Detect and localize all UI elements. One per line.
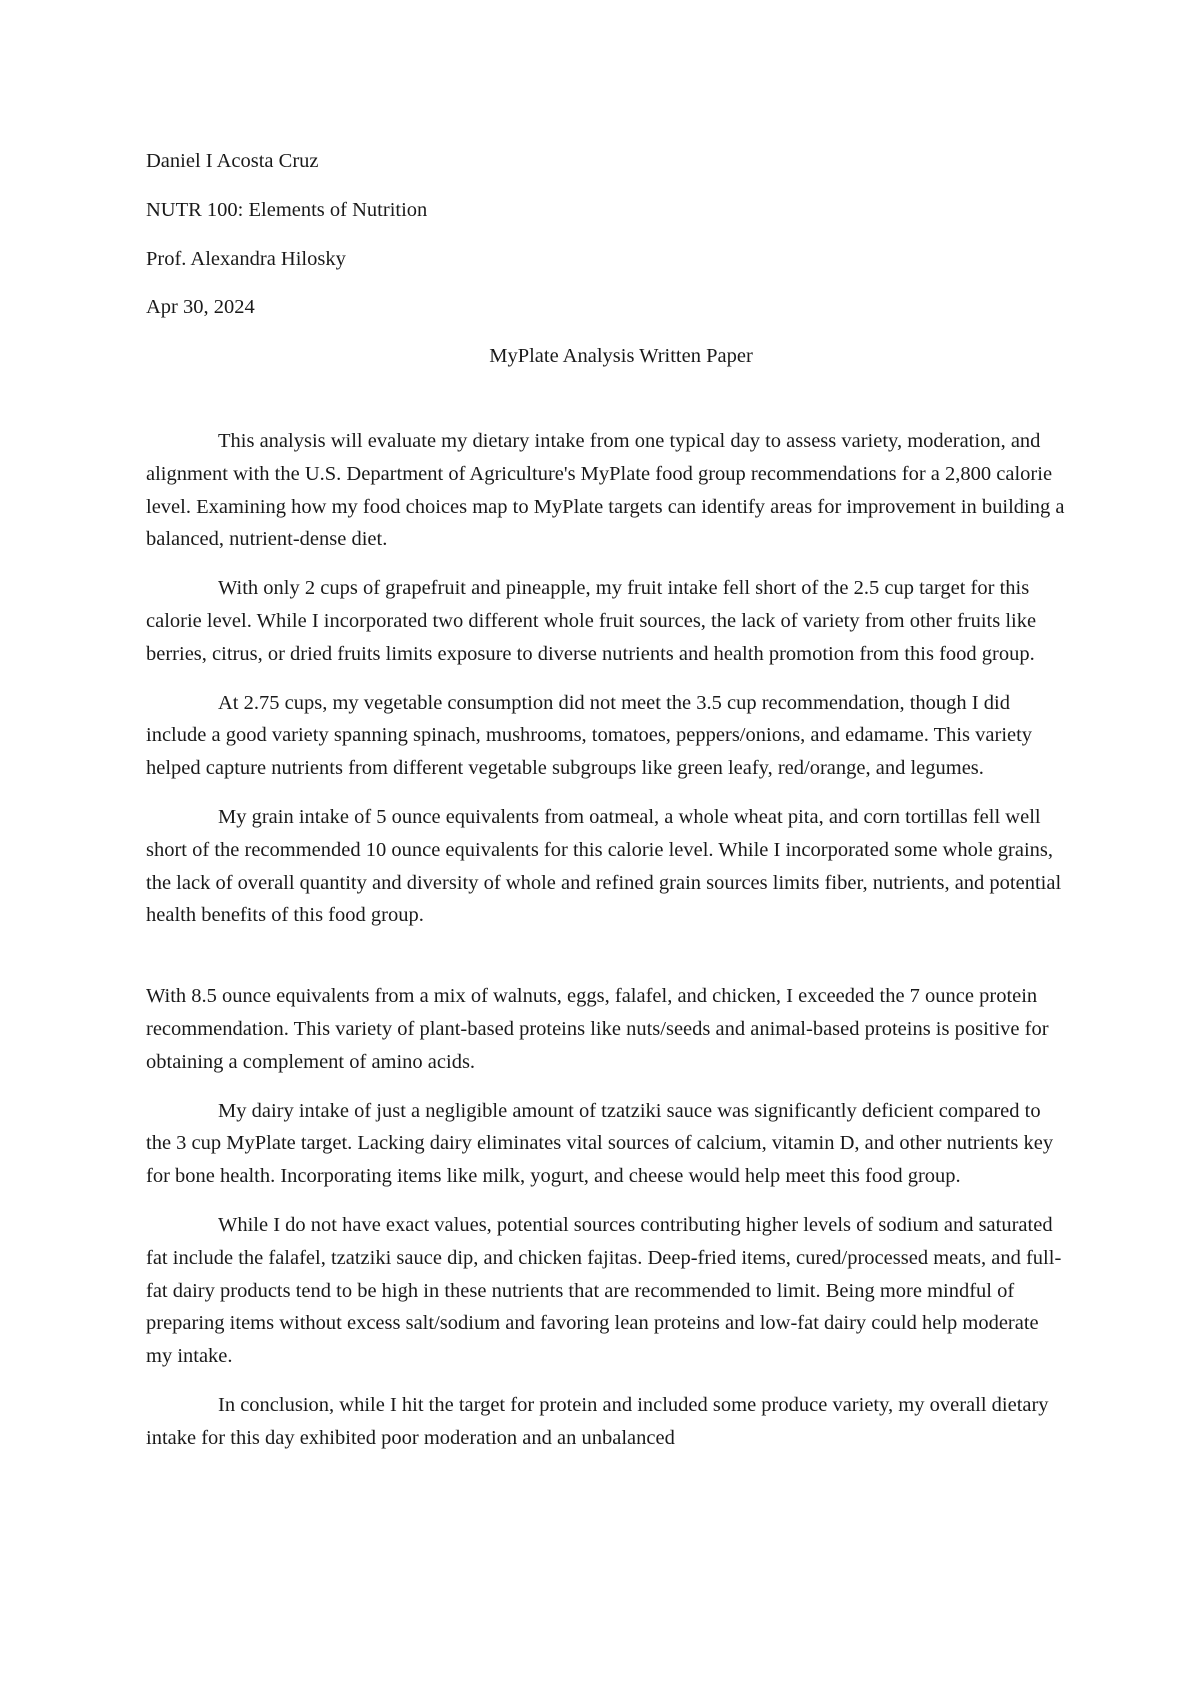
- paragraph-conclusion: In conclusion, while I hit the target for protein and included some produce variety, my overall dietary intake for this day exhibited poor moderation and an unbalanced: [146, 1393, 1049, 1449]
- paper-date: Apr 30, 2024: [146, 296, 255, 319]
- paper-title: MyPlate Analysis Written Paper: [489, 345, 753, 368]
- student-name: Daniel I Acosta Cruz: [146, 150, 319, 172]
- paragraph-protein: With 8.5 ounce equivalents from a mix of walnuts, eggs, falafel, and chicken, I exceeded the 7 ounce protein recommendation. This variety of plant-based proteins like nuts/seeds and animal-based proteins is positive for obtaining a complement of amino acids.: [146, 985, 1049, 1073]
- document-content: [146, 145, 1066, 1471]
- paragraph-vegetables: At 2.75 cups, my vegetable consumption did not meet the 3.5 cup recommendation, though I did include a good variety spanning spinach, mushrooms, tomatoes, peppers/onions, and edamame. This variety helped capture nutrients from different vegetable subgroups like green leafy, red/orange, and legumes.: [146, 691, 1033, 780]
- course-name: NUTR 100: Elements of Nutrition: [146, 198, 428, 221]
- paragraph-fruit: With only 2 cups of grapefruit and pineapple, my fruit intake fell short of the 2.5 cup target for this calorie level. While I incorporated two different whole fruit sources, the lack of variety from other fruits like berries, citrus, or dried fruits limits exposure to diverse nutrients and health promotion from this food group.: [146, 577, 1037, 665]
- paragraph-introduction: This analysis will evaluate my dietary intake from one typical day to assess variety, moderation, and alignment with the U.S. Department of Agriculture's MyPlate food group recommendations for a 2,800 calorie level. Examining how my food choices map to MyPlate targets can identify areas for improvement in building a balanced, nutrient-dense diet.: [146, 429, 1065, 551]
- paragraph-grains: My grain intake of 5 ounce equivalents from oatmeal, a whole wheat pita, and corn tortillas fell well short of the recommended 10 ounce equivalents for this calorie level. While I incorporated some whole grains, the lack of overall quantity and diversity of whole and refined grain sources limits fiber, nutrients, and potential health benefits of this food group.: [146, 805, 1062, 927]
- paragraph-dairy: My dairy intake of just a negligible amount of tzatziki sauce was significantly deficient compared to the 3 cup MyPlate target. Lacking dairy eliminates vital sources of calcium, vitamin D, and other nutrients key for bone health. Incorporating items like milk, yogurt, and cheese would help meet this food group.: [146, 1099, 1054, 1188]
- paper-body: [146, 425, 1066, 1455]
- professor-name: Prof. Alexandra Hilosky: [146, 247, 346, 270]
- paragraph-sodium-fat: While I do not have exact values, potential sources contributing higher levels of sodium and saturated fat include the falafel, tzatziki sauce dip, and chicken fajitas. Deep-fried items, cured/processed meats, and full-fat dairy products tend to be high in these nutrients that are recommended to limit. Being more mindful of preparing items without excess salt/sodium and favoring lean proteins and low-fat dairy could help moderate my intake.: [146, 1213, 1062, 1368]
